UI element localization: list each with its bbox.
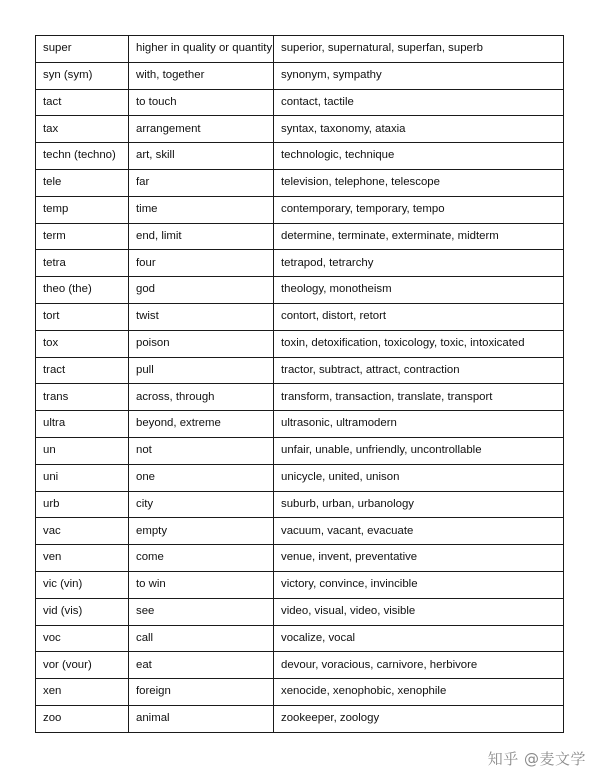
examples-cell: unicycle, united, unison xyxy=(274,464,564,491)
meaning-cell: time xyxy=(129,196,274,223)
meaning-cell: far xyxy=(129,169,274,196)
meaning-cell: higher in quality or quantity xyxy=(129,36,274,63)
meaning-cell: poison xyxy=(129,330,274,357)
root-cell: tract xyxy=(36,357,129,384)
table-row xyxy=(36,464,564,491)
root-cell: ultra xyxy=(36,411,129,438)
root-cell: tox xyxy=(36,330,129,357)
meaning-cell: end, limit xyxy=(129,223,274,250)
table-row xyxy=(36,491,564,518)
table-row xyxy=(36,89,564,116)
table-row xyxy=(36,652,564,679)
meaning-cell: to touch xyxy=(129,89,274,116)
meaning-cell: arrangement xyxy=(129,116,274,143)
examples-cell: determine, terminate, exterminate, midterm xyxy=(274,223,564,250)
meaning-cell: twist xyxy=(129,303,274,330)
examples-cell: vacuum, vacant, evacuate xyxy=(274,518,564,545)
table-row xyxy=(36,277,564,304)
meaning-cell: not xyxy=(129,437,274,464)
examples-cell: victory, convince, invincible xyxy=(274,571,564,598)
root-cell: theo (the) xyxy=(36,277,129,304)
examples-cell: syntax, taxonomy, ataxia xyxy=(274,116,564,143)
table-row xyxy=(36,545,564,572)
examples-cell: video, visual, video, visible xyxy=(274,598,564,625)
examples-cell: television, telephone, telescope xyxy=(274,169,564,196)
examples-cell: synonym, sympathy xyxy=(274,62,564,89)
examples-cell: unfair, unable, unfriendly, uncontrollable xyxy=(274,437,564,464)
examples-cell: zookeeper, zoology xyxy=(274,705,564,732)
meaning-cell: across, through xyxy=(129,384,274,411)
watermark-text: 知乎 @麦文学 xyxy=(487,750,586,768)
table-row xyxy=(36,384,564,411)
root-cell: vac xyxy=(36,518,129,545)
root-cell: syn (sym) xyxy=(36,62,129,89)
table-row xyxy=(36,143,564,170)
word-roots-table xyxy=(35,35,564,733)
table-row xyxy=(36,116,564,143)
table-row xyxy=(36,169,564,196)
examples-cell: contemporary, temporary, tempo xyxy=(274,196,564,223)
examples-cell: tetrapod, tetrarchy xyxy=(274,250,564,277)
root-cell: voc xyxy=(36,625,129,652)
examples-cell: vocalize, vocal xyxy=(274,625,564,652)
meaning-cell: pull xyxy=(129,357,274,384)
meaning-cell: beyond, extreme xyxy=(129,411,274,438)
examples-cell: theology, monotheism xyxy=(274,277,564,304)
examples-cell: tractor, subtract, attract, contraction xyxy=(274,357,564,384)
table-row xyxy=(36,303,564,330)
table-row xyxy=(36,411,564,438)
examples-cell: devour, voracious, carnivore, herbivore xyxy=(274,652,564,679)
table-row xyxy=(36,196,564,223)
table-row xyxy=(36,571,564,598)
root-cell: temp xyxy=(36,196,129,223)
root-cell: tort xyxy=(36,303,129,330)
root-cell: xen xyxy=(36,679,129,706)
meaning-cell: god xyxy=(129,277,274,304)
root-cell: un xyxy=(36,437,129,464)
root-cell: term xyxy=(36,223,129,250)
root-cell: vor (vour) xyxy=(36,652,129,679)
table-row xyxy=(36,223,564,250)
root-cell: urb xyxy=(36,491,129,518)
examples-cell: contact, tactile xyxy=(274,89,564,116)
examples-cell: superior, supernatural, superfan, superb xyxy=(274,36,564,63)
meaning-cell: one xyxy=(129,464,274,491)
table-row xyxy=(36,705,564,732)
table-row xyxy=(36,62,564,89)
examples-cell: toxin, detoxification, toxicology, toxic, intoxicated xyxy=(274,330,564,357)
examples-cell: xenocide, xenophobic, xenophile xyxy=(274,679,564,706)
table-row xyxy=(36,518,564,545)
root-cell: tax xyxy=(36,116,129,143)
meaning-cell: empty xyxy=(129,518,274,545)
root-cell: ven xyxy=(36,545,129,572)
table-row xyxy=(36,36,564,63)
root-cell: tact xyxy=(36,89,129,116)
examples-cell: venue, invent, preventative xyxy=(274,545,564,572)
table-row xyxy=(36,679,564,706)
examples-cell: suburb, urban, urbanology xyxy=(274,491,564,518)
table-row xyxy=(36,437,564,464)
table-row xyxy=(36,625,564,652)
root-cell: techn (techno) xyxy=(36,143,129,170)
meaning-cell: call xyxy=(129,625,274,652)
examples-cell: contort, distort, retort xyxy=(274,303,564,330)
meaning-cell: city xyxy=(129,491,274,518)
meaning-cell: art, skill xyxy=(129,143,274,170)
root-cell: super xyxy=(36,36,129,63)
meaning-cell: animal xyxy=(129,705,274,732)
meaning-cell: with, together xyxy=(129,62,274,89)
root-cell: tetra xyxy=(36,250,129,277)
meaning-cell: to win xyxy=(129,571,274,598)
root-cell: vid (vis) xyxy=(36,598,129,625)
meaning-cell: foreign xyxy=(129,679,274,706)
root-cell: vic (vin) xyxy=(36,571,129,598)
examples-cell: technologic, technique xyxy=(274,143,564,170)
root-cell: uni xyxy=(36,464,129,491)
meaning-cell: four xyxy=(129,250,274,277)
table-row xyxy=(36,250,564,277)
table-row xyxy=(36,330,564,357)
meaning-cell: eat xyxy=(129,652,274,679)
root-cell: trans xyxy=(36,384,129,411)
table-row xyxy=(36,357,564,384)
meaning-cell: see xyxy=(129,598,274,625)
word-roots-table-body xyxy=(36,36,564,733)
root-cell: tele xyxy=(36,169,129,196)
meaning-cell: come xyxy=(129,545,274,572)
table-row xyxy=(36,598,564,625)
examples-cell: ultrasonic, ultramodern xyxy=(274,411,564,438)
root-cell: zoo xyxy=(36,705,129,732)
examples-cell: transform, transaction, translate, transport xyxy=(274,384,564,411)
